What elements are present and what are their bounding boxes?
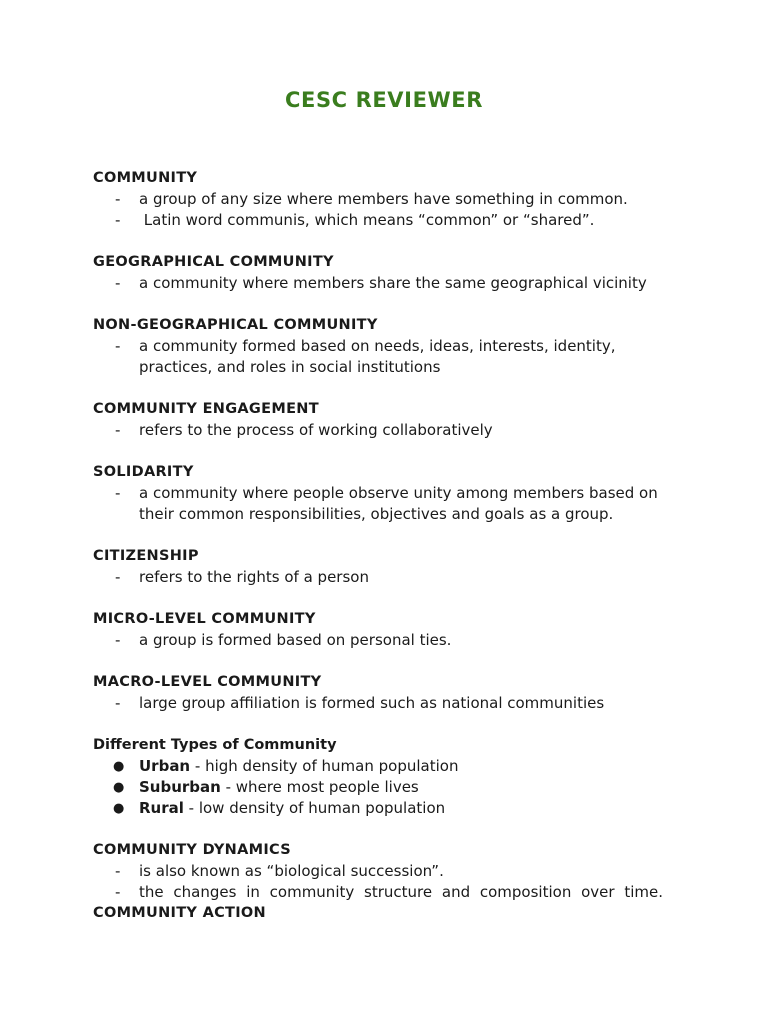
item-text: the changes in community structure and composition over time. — [139, 883, 663, 901]
bullet-desc: - low density of human population — [183, 799, 446, 817]
list-item — [93, 630, 663, 651]
list-item — [93, 693, 663, 714]
list-item — [93, 861, 663, 882]
section-non-geographical-community — [93, 315, 663, 378]
item-text: a group of any size where members have something in common. — [139, 190, 628, 208]
bullet-marker: ● — [113, 801, 125, 816]
bullet-term: Suburban — [139, 778, 221, 796]
bullet-item — [93, 777, 663, 798]
dash-marker: - — [115, 337, 121, 355]
section-geographical-community — [93, 252, 663, 294]
list-item — [93, 273, 663, 294]
section-heading: NON-GEOGRAPHICAL COMMUNITY — [93, 317, 378, 333]
section-heading: COMMUNITY ENGAGEMENT — [93, 401, 319, 417]
section-community-dynamics — [93, 840, 663, 903]
list-item — [93, 483, 663, 525]
section-citizenship — [93, 546, 663, 588]
section-heading: COMMUNITY — [93, 170, 198, 186]
item-text: a community where people observe unity among members based on their common responsibilities, objectives and goals as a group. — [139, 484, 658, 523]
list-item — [93, 189, 663, 210]
section-heading: GEOGRAPHICAL COMMUNITY — [93, 254, 334, 270]
item-text: is also known as “biological succession”. — [139, 862, 444, 880]
dash-marker: - — [115, 274, 121, 292]
section-community — [93, 168, 663, 231]
bullet-desc: - where most people lives — [220, 778, 419, 796]
item-text: a group is formed based on personal ties. — [139, 631, 452, 649]
section-heading: CITIZENSHIP — [93, 548, 199, 564]
section-types-of-community — [93, 735, 663, 819]
section-heading: COMMUNITY DYNAMICS — [93, 842, 291, 858]
bullet-marker: ● — [113, 759, 125, 774]
section-heading: MICRO-LEVEL COMMUNITY — [93, 611, 316, 627]
section-heading: SOLIDARITY — [93, 464, 194, 480]
dash-marker: - — [115, 421, 121, 439]
section-micro-level-community — [93, 609, 663, 651]
list-item — [93, 420, 663, 441]
section-heading: COMMUNITY ACTION — [93, 905, 266, 921]
dash-marker: - — [115, 631, 121, 649]
bullet-term: Urban — [139, 757, 191, 775]
section-heading: Different Types of Community — [93, 737, 337, 753]
dash-marker: - — [115, 484, 121, 502]
section-community-action — [93, 903, 663, 924]
bullet-item — [93, 756, 663, 777]
list-item — [93, 336, 663, 378]
section-macro-level-community — [93, 672, 663, 714]
bullet-item — [93, 798, 663, 819]
document-title: CESC REVIEWER — [284, 88, 483, 112]
item-text: refers to the process of working collaboratively — [139, 421, 493, 439]
dash-marker: - — [115, 862, 121, 880]
list-item — [93, 567, 663, 588]
dash-marker: - — [115, 883, 121, 901]
list-item — [93, 882, 663, 903]
item-text: Latin word communis, which means “common” or “shared”. — [139, 211, 595, 229]
dash-marker: - — [115, 568, 121, 586]
document-body — [93, 168, 663, 924]
dash-marker: - — [115, 211, 121, 229]
section-heading: MACRO-LEVEL COMMUNITY — [93, 674, 322, 690]
bullet-term: Rural — [139, 799, 184, 817]
section-community-engagement — [93, 399, 663, 441]
bullet-desc: - high density of human population — [190, 757, 459, 775]
item-text: large group affiliation is formed such as national communities — [139, 694, 605, 712]
section-solidarity — [93, 462, 663, 525]
dash-marker: - — [115, 190, 121, 208]
item-text: a community formed based on needs, ideas, interests, identity, practices, and roles in social institutions — [139, 337, 616, 376]
dash-marker: - — [115, 694, 121, 712]
bullet-marker: ● — [113, 780, 125, 795]
item-text: a community where members share the same geographical vicinity — [139, 274, 647, 292]
item-text: refers to the rights of a person — [139, 568, 369, 586]
list-item — [93, 210, 663, 231]
